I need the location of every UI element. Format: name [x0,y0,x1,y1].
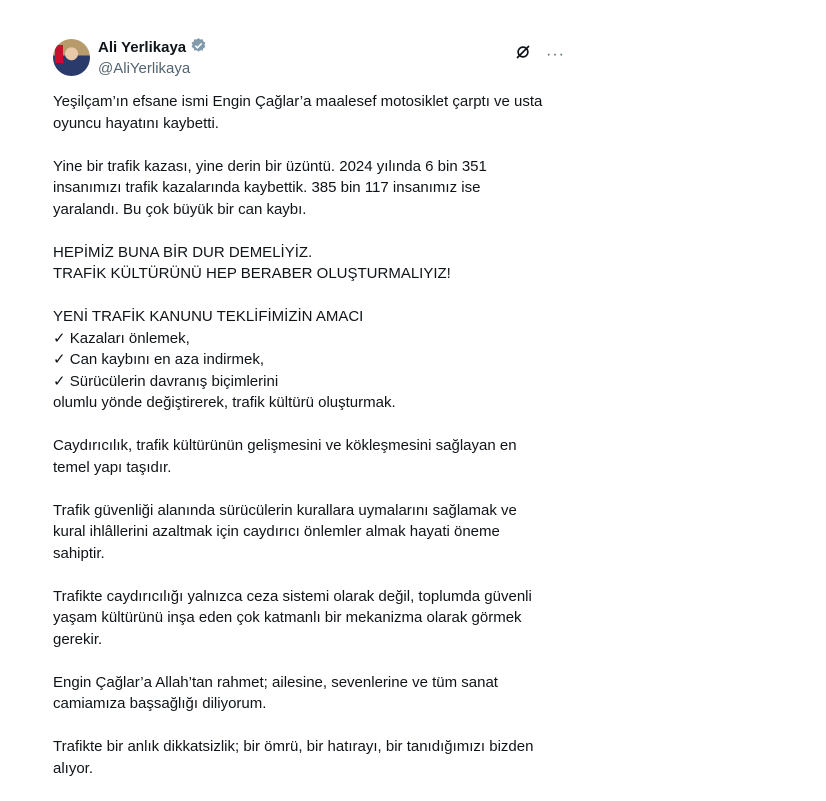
tweet-header [53,37,565,77]
text-line: camiamıza başsağlığı diliyorum. [53,695,267,712]
tweet-paragraph [53,586,565,651]
text-line: Engin Çağlar’a Allah’tan rahmet; ailesine, sevenlerine ve tüm sanat [53,673,498,691]
tweet-paragraph [53,242,565,285]
tweet-paragraph [53,500,565,565]
author-handle[interactable]: @AliYerlikaya [98,59,191,77]
text-line: sahiptir. [53,544,105,562]
text-line: insanımızı trafik kazalarında kaybettik. 385 bin 117 insanımız ise [53,179,481,196]
tweet-paragraph [53,306,565,414]
text-line: ✓ Kazaları önlemek, [53,329,190,347]
verified-badge-icon [190,37,207,59]
text-line: YENİ TRAFİK KANUNU TEKLİFİMİZİN AMACI [53,308,364,325]
text-line: alıyor. [53,759,94,777]
text-line: oyuncu hayatını kaybetti. [53,114,219,132]
text-line: Trafikte bir anlık dikkatsizlik; bir ömrü, bir hatırayı, bir tanıdığımızı bizden [53,738,534,755]
tweet-paragraph [53,672,565,715]
text-line: kural ihlâllerini azaltmak için caydırıcı önlemler almak hayati öneme [53,523,500,540]
tweet-paragraph [53,156,565,221]
text-line: yaşam kültürünü inşa eden çok katmanlı bir mekanizma olarak görmek [53,609,522,626]
text-line: temel yapı taşıdır. [53,458,172,476]
tweet-paragraph [53,91,565,134]
tweet [53,37,565,801]
text-line: yaralandı. Bu çok büyük bir can kaybı. [53,200,307,218]
text-line: Yine bir trafik kazası, yine derin bir üzüntü. 2024 yılında 6 bin 351 [53,157,487,175]
grok-icon[interactable] [514,43,532,66]
tweet-paragraph [53,736,565,779]
text-line: TRAFİK KÜLTÜRÜNÜ HEP BERABER OLUŞTURMALIYIZ! [53,265,451,282]
text-line: Caydırıcılık, trafik kültürünün gelişmesini ve kökleşmesini sağlayan en [53,437,517,454]
text-line: olumlu yönde değiştirerek, trafik kültürü oluşturmak. [53,394,396,411]
author-name[interactable]: Ali Yerlikaya [98,39,187,56]
text-line: Trafikte caydırıcılığı yalnızca ceza sistemi olarak değil, toplumda güvenli [53,587,532,605]
text-line: Yeşilçam’ın efsane ismi Engin Çağlar’a maalesef motosiklet çarptı ve usta [53,93,543,110]
avatar[interactable] [53,39,90,76]
more-icon[interactable]: ··· [546,45,565,63]
text-line: HEPİMİZ BUNA BİR DUR DEMELİYİZ. [53,243,313,261]
tweet-text [53,91,565,779]
text-line: gerekir. [53,630,103,648]
text-line: ✓ Can kaybını en aza indirmek, [53,351,265,368]
tweet-paragraph [53,435,565,478]
text-line: ✓ Sürücülerin davranış biçimlerini [53,372,279,390]
text-line: Trafik güvenliği alanında sürücülerin kurallara uymalarını sağlamak ve [53,501,517,519]
